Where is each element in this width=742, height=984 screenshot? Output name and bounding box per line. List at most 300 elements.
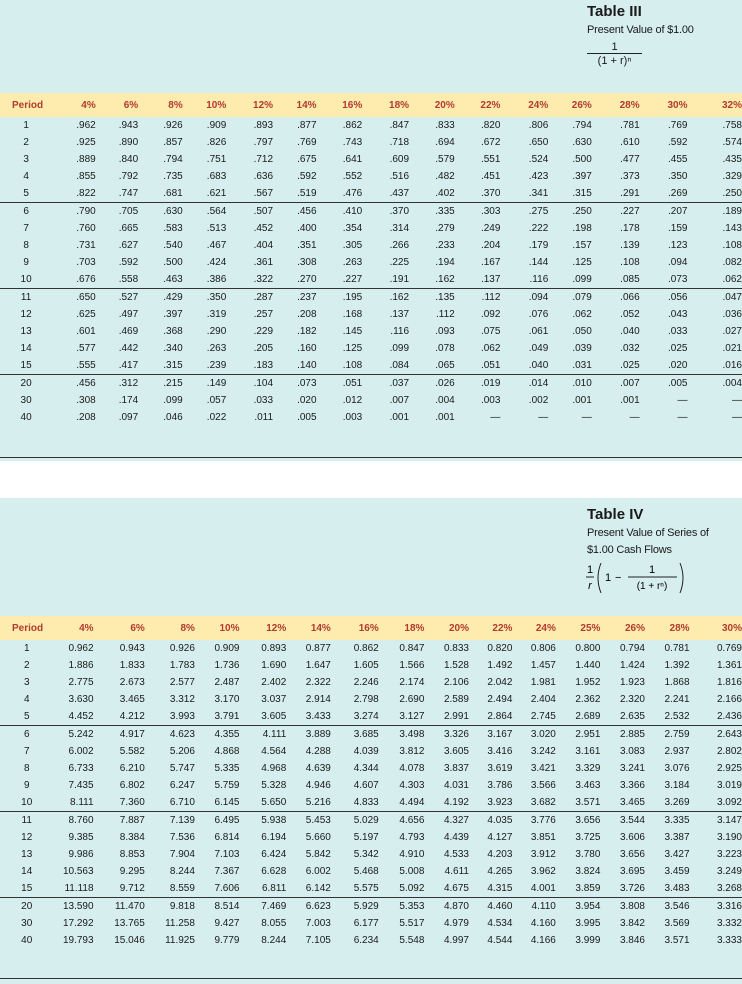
- value-cell: .062: [480, 343, 501, 354]
- value-cell: 4.793: [399, 832, 425, 843]
- value-cell: 9.712: [94, 880, 145, 898]
- value-cell: .718: [389, 137, 410, 148]
- value-cell: 1.440: [575, 660, 601, 671]
- value-cell: .204: [480, 240, 501, 251]
- column-header-rate: 20%: [448, 622, 469, 634]
- value-cell: .630: [163, 206, 183, 217]
- value-cell: .084: [362, 357, 409, 375]
- value-cell: .001: [435, 412, 455, 423]
- value-cell: 3.566: [530, 780, 556, 791]
- period-cell: 14: [21, 866, 33, 877]
- value-cell: .650: [528, 137, 549, 148]
- value-cell: —: [629, 412, 640, 423]
- value-cell: 5.197: [353, 832, 379, 843]
- table-row: [0, 880, 742, 898]
- value-cell: .194: [435, 257, 455, 268]
- value-cell: .925: [76, 137, 96, 148]
- value-cell: .308: [76, 395, 96, 406]
- value-cell: 4.327: [443, 815, 469, 826]
- value-cell: 4.946: [305, 780, 331, 791]
- value-cell: 4.355: [214, 729, 240, 740]
- value-cell: 2.241: [664, 694, 690, 705]
- value-cell: .123: [668, 240, 688, 251]
- value-cell: .057: [206, 395, 227, 406]
- value-cell: 9.295: [119, 866, 145, 877]
- value-cell: .826: [206, 137, 227, 148]
- column-header-rate: 20%: [434, 99, 455, 111]
- value-cell: .822: [52, 185, 96, 203]
- value-cell: .182: [297, 326, 317, 337]
- value-cell: .551: [480, 154, 501, 165]
- value-cell: 3.912: [530, 849, 556, 860]
- value-cell: .456: [76, 378, 96, 389]
- value-cell: .315: [548, 185, 592, 203]
- value-cell: .469: [118, 326, 139, 337]
- value-cell: 2.635: [600, 708, 645, 726]
- value-cell: 4.494: [379, 794, 425, 812]
- value-cell: .031: [548, 357, 592, 375]
- value-cell: 3.498: [399, 729, 425, 740]
- value-cell: .350: [668, 171, 688, 182]
- value-cell: 17.292: [62, 918, 94, 929]
- value-cell: 7.904: [169, 849, 195, 860]
- value-cell: .370: [455, 185, 501, 203]
- value-cell: 3.241: [619, 763, 645, 774]
- value-cell: .145: [342, 326, 363, 337]
- column-header-period: Period: [12, 622, 44, 634]
- value-cell: .050: [572, 326, 592, 337]
- period-cell: 5: [0, 708, 53, 726]
- value-cell: .026: [435, 378, 455, 389]
- value-cell: 3.606: [619, 832, 645, 843]
- period-cell: 3: [23, 677, 30, 688]
- table-iii-panel: [0, 0, 742, 461]
- value-cell: 11.118: [53, 880, 93, 898]
- value-cell: .855: [76, 171, 96, 182]
- value-cell: 5.242: [68, 729, 94, 740]
- value-cell: —: [581, 412, 592, 423]
- value-cell: .137: [389, 309, 410, 320]
- value-cell: 3.329: [575, 763, 601, 774]
- table-row: [0, 657, 742, 674]
- value-cell: .962: [76, 120, 96, 131]
- value-cell: .497: [118, 309, 139, 320]
- period-cell: 3: [23, 154, 29, 165]
- value-cell: .681: [138, 185, 183, 203]
- value-cell: 3.459: [664, 866, 690, 877]
- value-cell: 8.853: [119, 849, 145, 860]
- value-cell: 6.142: [286, 880, 331, 898]
- period-cell: 20: [20, 378, 32, 389]
- value-cell: .116: [390, 326, 410, 337]
- value-cell: 0.800: [575, 643, 601, 654]
- value-cell: .056: [668, 292, 688, 303]
- value-cell: 3.312: [169, 694, 195, 705]
- column-header-rate: 26%: [571, 99, 592, 111]
- value-cell: 6.424: [261, 849, 287, 860]
- value-cell: .205: [253, 343, 274, 354]
- column-header-rate: 16%: [342, 99, 363, 111]
- column-header-rate: 28%: [669, 622, 690, 634]
- value-cell: 3.083: [619, 746, 645, 757]
- value-cell: 4.265: [487, 866, 513, 877]
- period-cell: 2: [23, 660, 30, 671]
- value-cell: 8.244: [261, 935, 287, 946]
- value-cell: .507: [253, 206, 274, 217]
- column-header-rate: 22%: [492, 622, 513, 634]
- column-header-rate: 30%: [667, 99, 688, 111]
- value-cell: 3.190: [716, 832, 742, 843]
- value-cell: .021: [722, 343, 742, 354]
- value-cell: 5.929: [353, 901, 379, 912]
- value-cell: 2.402: [261, 677, 287, 688]
- value-cell: .840: [118, 154, 139, 165]
- value-cell: .099: [163, 395, 183, 406]
- value-cell: 0.794: [619, 643, 645, 654]
- value-cell: 3.544: [619, 815, 645, 826]
- value-cell: .312: [118, 378, 139, 389]
- value-cell: 4.639: [305, 763, 331, 774]
- value-cell: 0.820: [487, 643, 513, 654]
- value-cell: .665: [118, 223, 139, 234]
- period-cell: 9: [23, 780, 30, 791]
- value-cell: .010: [572, 378, 592, 389]
- value-cell: 3.416: [487, 746, 513, 757]
- value-cell: .162: [389, 292, 410, 303]
- period-cell: 1: [23, 643, 30, 654]
- period-cell: 12: [20, 309, 32, 320]
- value-cell: 3.791: [195, 708, 240, 726]
- value-cell: 3.846: [619, 935, 645, 946]
- value-cell: .005: [668, 378, 688, 389]
- table-iv-bottom-rule: [0, 978, 742, 979]
- value-cell: .735: [163, 171, 183, 182]
- value-cell: 8.244: [169, 866, 195, 877]
- value-cell: 6.802: [119, 780, 145, 791]
- value-cell: 9.818: [169, 901, 195, 912]
- value-cell: .402: [409, 185, 455, 203]
- formula-denominator: (1 + r)ⁿ: [587, 53, 642, 67]
- value-cell: 6.628: [261, 866, 287, 877]
- value-cell: 0.781: [664, 643, 690, 654]
- value-cell: 4.656: [399, 815, 425, 826]
- value-cell: .112: [481, 292, 501, 303]
- table-row: [0, 898, 742, 916]
- value-cell: 3.147: [716, 815, 742, 826]
- value-cell: 6.733: [68, 763, 94, 774]
- value-cell: 3.859: [556, 880, 601, 898]
- value-cell: 9.385: [68, 832, 94, 843]
- value-cell: 11.925: [165, 935, 195, 946]
- table-iii-bottom-rule: [0, 457, 742, 458]
- value-cell: 1.886: [68, 660, 94, 671]
- value-cell: .275: [528, 206, 549, 217]
- table-iii-title: Table III: [587, 3, 642, 20]
- value-cell: 1.647: [305, 660, 331, 671]
- value-cell: .178: [620, 223, 640, 234]
- value-cell: 4.315: [469, 880, 512, 898]
- table-iii-formula: [587, 41, 642, 67]
- value-cell: —: [732, 412, 742, 423]
- table-row: [0, 863, 742, 880]
- value-cell: 2.362: [575, 694, 601, 705]
- value-cell: 3.999: [575, 935, 601, 946]
- value-cell: .266: [389, 240, 410, 251]
- value-cell: .125: [342, 343, 363, 354]
- column-header-rate: 18%: [404, 622, 425, 634]
- column-header-rate: 16%: [358, 622, 379, 634]
- column-header-rate: 8%: [180, 622, 195, 634]
- period-cell: 13: [20, 326, 32, 337]
- table-row: [0, 306, 742, 323]
- value-cell: .183: [226, 357, 273, 375]
- value-cell: .794: [163, 154, 183, 165]
- value-cell: .027: [722, 326, 742, 337]
- table-row: [0, 168, 742, 185]
- value-cell: —: [490, 412, 501, 423]
- value-cell: 1.392: [664, 660, 690, 671]
- table-row: [0, 932, 742, 949]
- value-cell: .794: [572, 120, 592, 131]
- value-cell: .877: [297, 120, 317, 131]
- table-row: [0, 323, 742, 340]
- value-cell: 2.885: [619, 729, 645, 740]
- value-cell: .857: [163, 137, 183, 148]
- value-cell: 4.968: [261, 763, 287, 774]
- value-cell: .751: [206, 154, 227, 165]
- table-row: [0, 708, 742, 726]
- value-cell: 5.938: [261, 815, 287, 826]
- value-cell: .442: [118, 343, 139, 354]
- value-cell: 4.192: [424, 794, 469, 812]
- value-cell: 3.630: [68, 694, 94, 705]
- value-cell: 3.726: [600, 880, 645, 898]
- period-cell: 1: [23, 120, 29, 131]
- value-cell: .229: [253, 326, 274, 337]
- value-cell: 3.335: [664, 815, 690, 826]
- value-cell: .769: [668, 120, 688, 131]
- value-cell: .705: [118, 206, 139, 217]
- value-cell: 2.951: [575, 729, 601, 740]
- value-cell: 6.247: [169, 780, 195, 791]
- value-cell: .627: [118, 240, 139, 251]
- value-cell: 3.463: [575, 780, 601, 791]
- table-iv-title: Table IV: [587, 506, 644, 523]
- value-cell: 8.559: [145, 880, 195, 898]
- value-cell: .758: [722, 120, 742, 131]
- value-cell: .140: [273, 357, 317, 375]
- value-cell: 1.361: [716, 660, 742, 671]
- value-cell: 3.242: [530, 746, 556, 757]
- period-cell: 40: [21, 935, 33, 946]
- value-cell: .227: [620, 206, 640, 217]
- value-cell: .676: [52, 271, 96, 289]
- column-header-rate: 24%: [528, 99, 549, 111]
- period-cell: 4: [23, 694, 30, 705]
- value-cell: 1.457: [530, 660, 556, 671]
- value-cell: .527: [118, 292, 139, 303]
- value-cell: .847: [389, 120, 410, 131]
- value-cell: .062: [688, 271, 742, 289]
- value-cell: .574: [722, 137, 742, 148]
- value-cell: .189: [722, 206, 742, 217]
- value-cell: 4.127: [487, 832, 513, 843]
- value-cell: .001: [620, 395, 640, 406]
- value-cell: 2.745: [512, 708, 555, 726]
- value-cell: 6.002: [305, 866, 331, 877]
- value-cell: .191: [362, 271, 409, 289]
- value-cell: 2.689: [556, 708, 601, 726]
- value-cell: 1.952: [575, 677, 601, 688]
- value-cell: .703: [76, 257, 96, 268]
- value-cell: .162: [409, 271, 455, 289]
- value-cell: 3.421: [530, 763, 556, 774]
- value-cell: 2.690: [399, 694, 425, 705]
- value-cell: 5.328: [261, 780, 287, 791]
- value-cell: .592: [668, 137, 688, 148]
- value-cell: .004: [435, 395, 455, 406]
- value-cell: 11.470: [114, 901, 145, 912]
- value-cell: .577: [76, 343, 96, 354]
- value-cell: .061: [528, 326, 549, 337]
- value-cell: .208: [297, 309, 317, 320]
- column-header-rate: 6%: [130, 622, 145, 634]
- value-cell: .082: [722, 257, 742, 268]
- value-cell: —: [538, 412, 549, 423]
- value-cell: .032: [620, 343, 640, 354]
- value-cell: 4.078: [399, 763, 425, 774]
- value-cell: 4.533: [443, 849, 469, 860]
- value-cell: 5.342: [353, 849, 379, 860]
- value-cell: .943: [118, 120, 139, 131]
- value-cell: .341: [500, 185, 548, 203]
- value-cell: 4.039: [353, 746, 379, 757]
- value-cell: .636: [253, 171, 274, 182]
- value-cell: .287: [253, 292, 274, 303]
- value-cell: .039: [572, 343, 592, 354]
- value-cell: .592: [118, 257, 139, 268]
- value-cell: .094: [668, 257, 688, 268]
- value-cell: 3.812: [399, 746, 425, 757]
- value-cell: .305: [342, 240, 363, 251]
- value-cell: .036: [722, 309, 742, 320]
- value-cell: 7.469: [261, 901, 287, 912]
- period-cell: 40: [20, 412, 32, 423]
- value-cell: 4.288: [305, 746, 331, 757]
- value-cell: 3.127: [379, 708, 425, 726]
- column-header-rate: 4%: [79, 622, 94, 634]
- table-row: [0, 743, 742, 760]
- value-cell: 6.177: [353, 918, 379, 929]
- value-cell: .160: [297, 343, 317, 354]
- column-header-rate: 18%: [389, 99, 410, 111]
- value-cell: 8.384: [119, 832, 145, 843]
- value-cell: .073: [297, 378, 317, 389]
- value-cell: 4.868: [214, 746, 240, 757]
- value-cell: .351: [297, 240, 317, 251]
- column-header-rate: 14%: [296, 99, 317, 111]
- value-cell: 4.544: [487, 935, 513, 946]
- value-cell: 13.590: [62, 901, 94, 912]
- value-cell: —: [732, 395, 742, 406]
- period-cell: 8: [23, 240, 29, 251]
- value-cell: 2.042: [487, 677, 513, 688]
- value-cell: 3.387: [664, 832, 690, 843]
- value-cell: .225: [389, 257, 410, 268]
- value-cell: 3.571: [556, 794, 601, 812]
- value-cell: .263: [342, 257, 363, 268]
- value-cell: 3.170: [214, 694, 240, 705]
- value-cell: .168: [342, 309, 363, 320]
- table-row: [0, 794, 742, 812]
- value-cell: 2.991: [424, 708, 469, 726]
- value-cell: 10.563: [62, 866, 94, 877]
- value-cell: .040: [620, 326, 640, 337]
- value-cell: .329: [722, 171, 742, 182]
- period-cell: 4: [23, 171, 29, 182]
- value-cell: 2.798: [353, 694, 379, 705]
- period-cell: 6: [23, 206, 29, 217]
- value-cell: 2.673: [119, 677, 145, 688]
- value-cell: 2.925: [716, 763, 742, 774]
- table-row: [0, 812, 742, 830]
- value-cell: 3.619: [487, 763, 513, 774]
- value-cell: 2.404: [530, 694, 556, 705]
- value-cell: .279: [435, 223, 455, 234]
- value-cell: 3.889: [305, 729, 331, 740]
- value-cell: 5.842: [305, 849, 331, 860]
- value-cell: 3.274: [331, 708, 379, 726]
- value-cell: 4.212: [94, 708, 145, 726]
- value-cell: .630: [572, 137, 592, 148]
- value-cell: 0.862: [353, 643, 379, 654]
- period-cell: 11: [21, 815, 32, 826]
- column-header-rate: 26%: [624, 622, 645, 634]
- value-cell: .893: [253, 120, 274, 131]
- table-row: [0, 829, 742, 846]
- value-cell: 3.993: [145, 708, 195, 726]
- value-cell: 2.494: [487, 694, 513, 705]
- value-cell: 4.534: [487, 918, 513, 929]
- value-cell: .157: [572, 240, 592, 251]
- value-cell: 4.564: [261, 746, 287, 757]
- value-cell: .463: [138, 271, 183, 289]
- value-cell: .429: [163, 292, 183, 303]
- period-cell: 20: [21, 901, 33, 912]
- value-cell: .672: [480, 137, 501, 148]
- value-cell: 4.833: [331, 794, 379, 812]
- value-cell: 3.780: [575, 849, 601, 860]
- value-cell: 7.367: [214, 866, 240, 877]
- value-cell: .207: [668, 206, 688, 217]
- table-row: [0, 220, 742, 237]
- value-cell: .099: [548, 271, 592, 289]
- value-cell: .078: [435, 343, 455, 354]
- value-cell: .004: [722, 378, 742, 389]
- value-cell: .020: [640, 357, 688, 375]
- value-cell: 2.436: [690, 708, 742, 726]
- value-cell: 6.002: [68, 746, 94, 757]
- column-header-rate: 22%: [480, 99, 501, 111]
- value-cell: .263: [206, 343, 227, 354]
- table-row: [0, 237, 742, 254]
- value-cell: 7.105: [305, 935, 331, 946]
- value-cell: 2.589: [443, 694, 469, 705]
- value-cell: .386: [183, 271, 227, 289]
- value-cell: 5.575: [331, 880, 379, 898]
- value-cell: 5.216: [286, 794, 331, 812]
- value-cell: 0.909: [214, 643, 240, 654]
